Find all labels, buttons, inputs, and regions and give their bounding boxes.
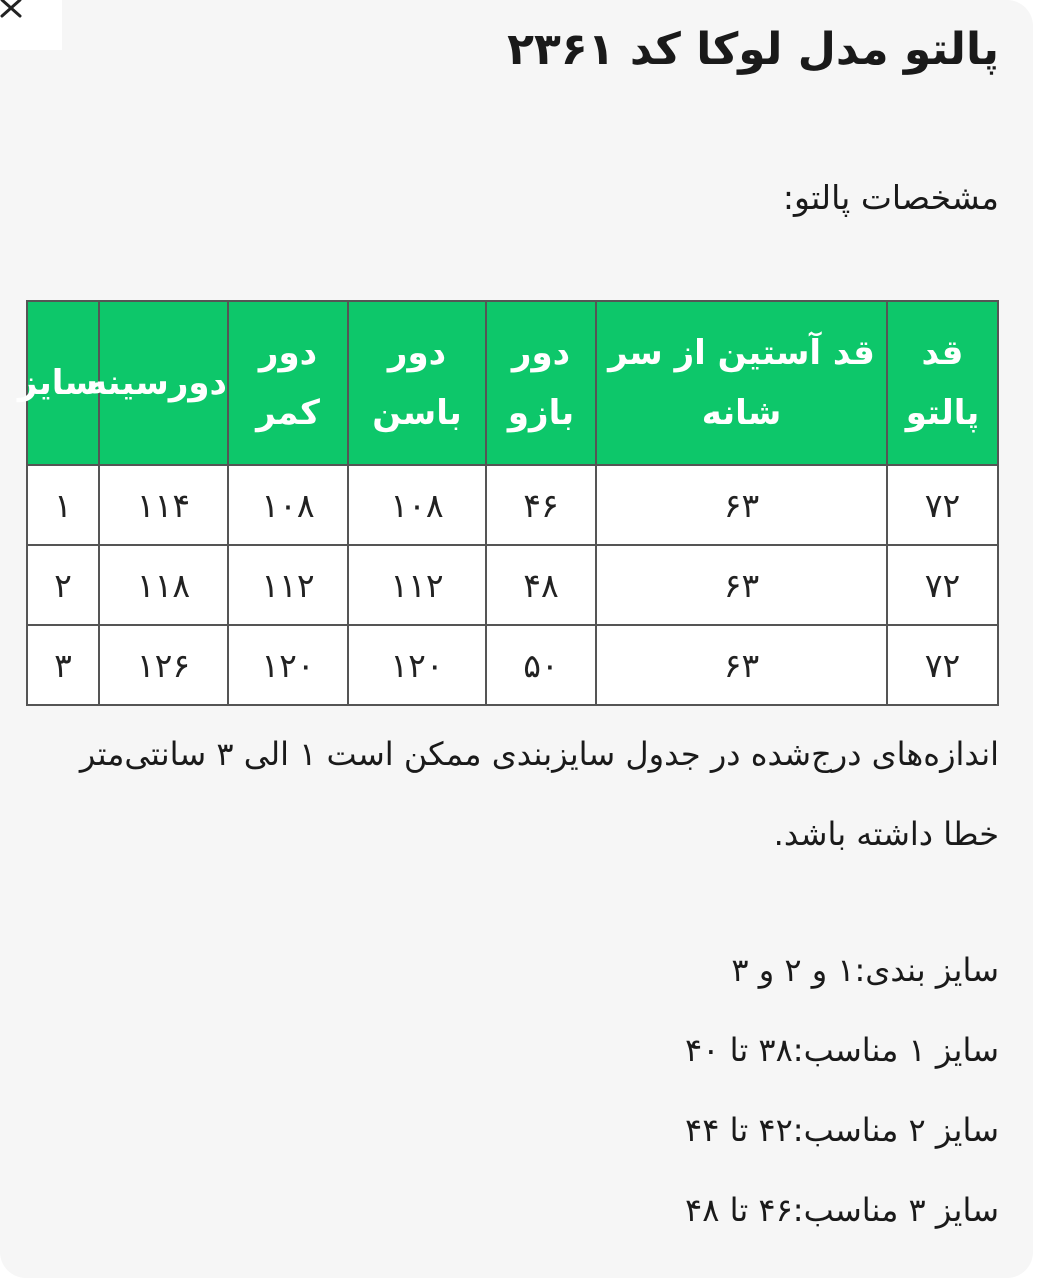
- table-cell: ۱۲۰: [228, 625, 348, 705]
- table-cell: ۶۳: [596, 545, 887, 625]
- table-cell: ۷۲: [887, 465, 998, 545]
- size-1-fit-line: سایز ۱ مناسب:۳۸ تا ۴۰: [685, 1031, 999, 1069]
- table-cell: ۱۱۲: [228, 545, 348, 625]
- table-row: [27, 465, 998, 545]
- table-cell: ۱۲۰: [348, 625, 486, 705]
- table-row: [27, 545, 998, 625]
- header-chest-circumference: دورسینه: [99, 301, 228, 465]
- close-button[interactable]: [0, 0, 62, 50]
- table-cell: ۲: [27, 545, 99, 625]
- size-2-fit-line: سایز ۲ مناسب:۴۲ تا ۴۴: [685, 1111, 999, 1149]
- table-cell: ۴۶: [486, 465, 596, 545]
- table-cell: ۷۲: [887, 545, 998, 625]
- table-cell: ۱۲۶: [99, 625, 228, 705]
- table-cell: ۱۱۲: [348, 545, 486, 625]
- header-arm-circumference: دور بازو: [486, 301, 596, 465]
- size-table: [17, 300, 999, 706]
- table-cell: ۱: [27, 465, 99, 545]
- specs-heading: مشخصات پالتو:: [782, 178, 999, 217]
- table-cell: ۱۱۴: [99, 465, 228, 545]
- table-cell: ۴۸: [486, 545, 596, 625]
- header-waist-circumference: دور کمر: [228, 301, 348, 465]
- size-range-line: سایز بندی:۱ و ۲ و ۳: [731, 951, 999, 989]
- size-table-header-row: [27, 301, 998, 465]
- table-cell: ۵۰: [486, 625, 596, 705]
- table-cell: ۶۳: [596, 625, 887, 705]
- table-cell: ۱۰۸: [228, 465, 348, 545]
- table-cell: ۷۲: [887, 625, 998, 705]
- table-cell: ۱۰۸: [348, 465, 486, 545]
- product-title: پالتو مدل لوکا کد ۲۳۶۱: [507, 24, 999, 75]
- header-sleeve-length: قد آستین از سر شانه: [596, 301, 887, 465]
- size-accuracy-note: اندازه‌های درج‌شده در جدول سایزبندی ممکن است ۱ الی ۳ سانتی‌متر خطا داشته باشد.: [79, 735, 999, 853]
- table-cell: ۳: [27, 625, 99, 705]
- header-size: سایز: [27, 301, 99, 465]
- close-icon[interactable]: [0, 0, 30, 20]
- header-hip-circumference: دور باسن: [348, 301, 486, 465]
- table-cell: ۶۳: [596, 465, 887, 545]
- size-3-fit-line: سایز ۳ مناسب:۴۶ تا ۴۸: [685, 1191, 999, 1229]
- header-coat-length: قد پالتو: [887, 301, 998, 465]
- table-row: [27, 625, 998, 705]
- table-cell: ۱۱۸: [99, 545, 228, 625]
